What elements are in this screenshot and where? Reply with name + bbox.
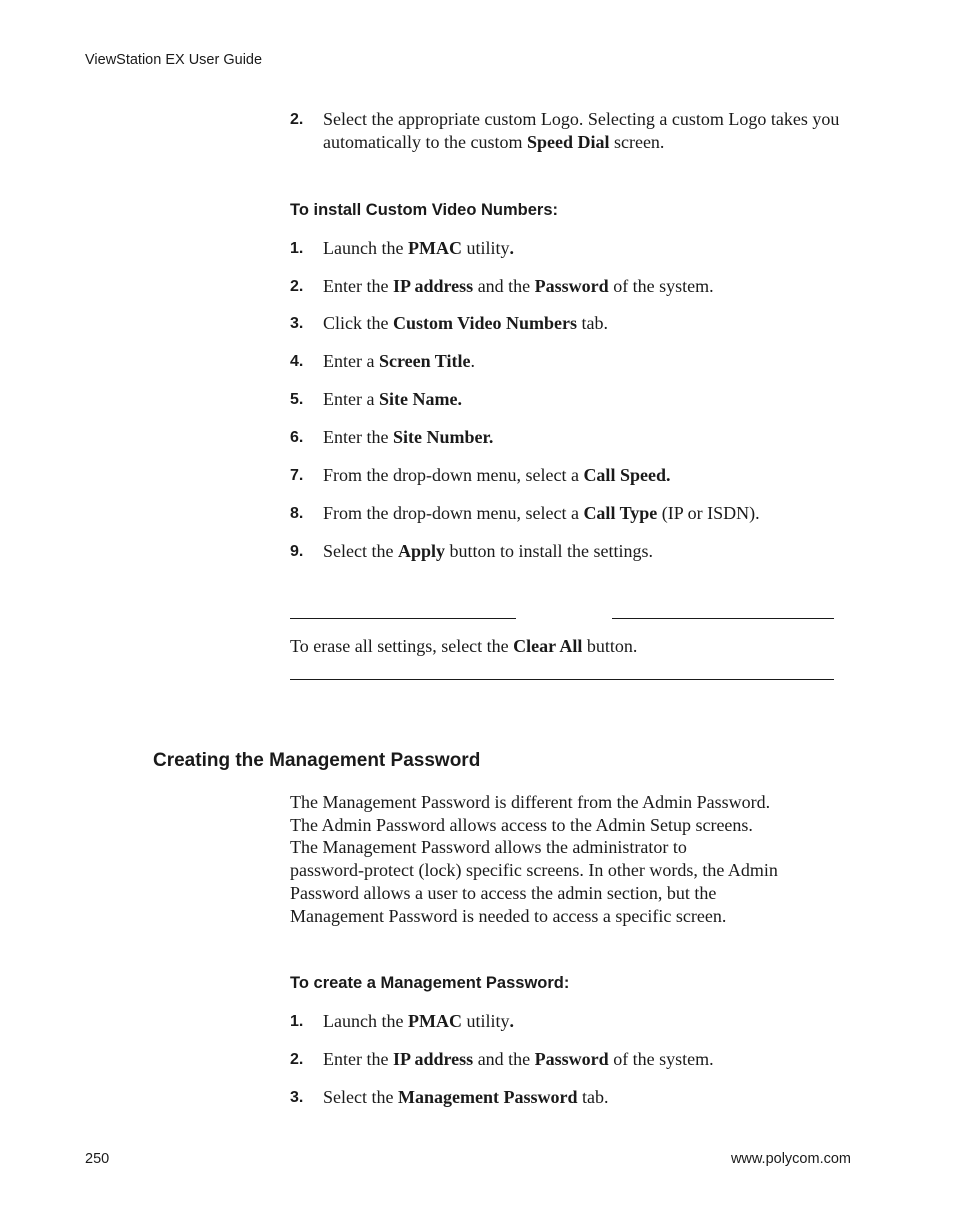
list-item — [290, 1048, 850, 1071]
step-number: 1. — [290, 1013, 304, 1030]
paragraph-line: The Admin Password allows access to the Admin Setup screens. — [290, 814, 753, 835]
note-rule-left — [290, 618, 516, 619]
step-text: Select the Apply button to install the settings. — [323, 541, 654, 561]
step-number: 9. — [290, 543, 304, 560]
step-number: 2. — [290, 1051, 304, 1068]
note-rule-right — [612, 618, 834, 619]
step-text: From the drop-down menu, select a Call Type (IP or ISDN). — [323, 503, 760, 523]
step-text: Launch the PMAC utility. — [323, 1011, 514, 1031]
list-item — [290, 350, 850, 373]
list-item — [290, 1010, 850, 1033]
step-text: Enter the IP address and the Password of the system. — [323, 1049, 714, 1069]
step-text: Enter a Site Name. — [323, 389, 462, 409]
step-number: 3. — [290, 315, 304, 332]
step-number: 3. — [290, 1089, 304, 1106]
step-text: From the drop-down menu, select a Call Speed. — [323, 465, 671, 485]
paragraph-line: The Management Password allows the administrator to — [290, 837, 687, 858]
step-text: Select the appropriate custom Logo. Selecting a custom Logo takes you automatically to the custom Speed Dial screen. — [323, 109, 840, 152]
section-heading: Creating the Management Password — [153, 750, 481, 771]
procedure-heading: To create a Management Password: — [290, 974, 570, 992]
step-number: 8. — [290, 505, 304, 522]
step-number: 2. — [290, 111, 304, 128]
step-number: 6. — [290, 429, 304, 446]
procedure-heading: To install Custom Video Numbers: — [290, 201, 559, 219]
step-text: Enter the IP address and the Password of the system. — [323, 276, 714, 296]
list-item — [290, 540, 850, 563]
step-text: Click the Custom Video Numbers tab. — [323, 313, 609, 333]
list-item — [290, 426, 850, 449]
note-rule-bottom — [290, 679, 834, 680]
running-header: ViewStation EX User Guide — [85, 52, 263, 68]
step-text: Enter a Screen Title. — [323, 351, 475, 371]
list-item — [290, 237, 850, 260]
list-item — [290, 388, 850, 411]
list-item — [290, 464, 850, 487]
step-text: Select the Management Password tab. — [323, 1087, 609, 1107]
step-text: Launch the PMAC utility. — [323, 238, 514, 258]
paragraph-line: password-protect (lock) specific screens. In other words, the Admin — [290, 860, 778, 881]
step-number: 2. — [290, 278, 304, 295]
paragraph-line: The Management Password is different from the Admin Password. — [290, 792, 771, 812]
list-item — [290, 502, 850, 525]
note-text: To erase all settings, select the Clear All button. — [290, 636, 638, 656]
page-number: 250 — [85, 1151, 110, 1167]
step-number: 7. — [290, 467, 304, 484]
list-item — [290, 1086, 850, 1109]
body-paragraph — [290, 791, 855, 927]
step-number: 5. — [290, 391, 304, 408]
list-item — [290, 275, 850, 298]
list-item — [290, 312, 850, 335]
footer-website: www.polycom.com — [730, 1151, 851, 1167]
paragraph-line: Management Password is needed to access a specific screen. — [290, 905, 727, 926]
step-number: 1. — [290, 240, 304, 257]
step-number: 4. — [290, 353, 304, 370]
list-item — [290, 108, 850, 154]
step-text: Enter the Site Number. — [323, 427, 494, 447]
paragraph-line: Password allows a user to access the admin section, but the — [290, 882, 717, 903]
